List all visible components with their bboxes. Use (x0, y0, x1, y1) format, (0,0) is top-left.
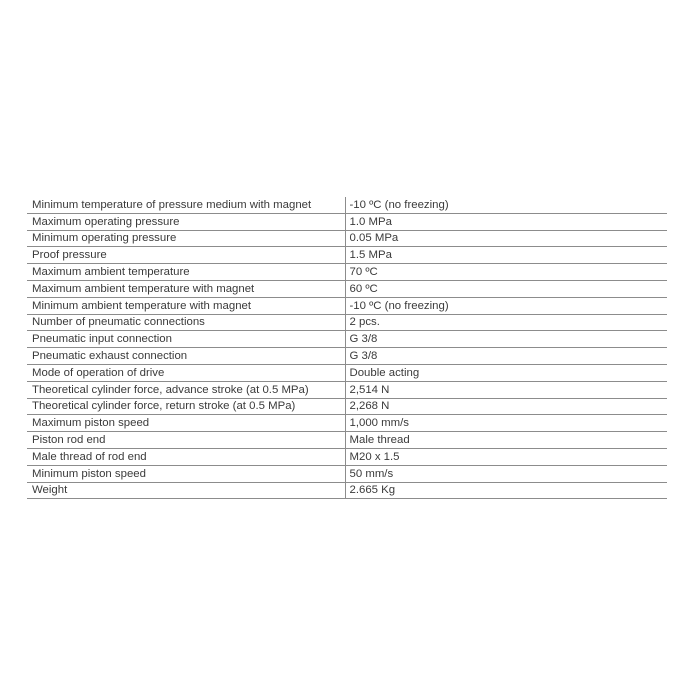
spec-value: 2,268 N (345, 398, 667, 415)
table-row (27, 247, 667, 264)
spec-label: Piston rod end (27, 432, 345, 449)
table-row (27, 264, 667, 281)
spec-value: G 3/8 (345, 348, 667, 365)
table-row (27, 230, 667, 247)
spec-table (27, 197, 667, 499)
spec-table-body (27, 197, 667, 499)
table-row (27, 381, 667, 398)
spec-label: Minimum temperature of pressure medium with magnet (27, 197, 345, 213)
spec-label: Weight (27, 482, 345, 499)
spec-label: Pneumatic input connection (27, 331, 345, 348)
spec-value: 70 ºC (345, 264, 667, 281)
spec-label: Maximum piston speed (27, 415, 345, 432)
spec-value: 0.05 MPa (345, 230, 667, 247)
table-row (27, 197, 667, 213)
table-row (27, 432, 667, 449)
spec-label: Maximum ambient temperature (27, 264, 345, 281)
spec-label: Male thread of rod end (27, 448, 345, 465)
table-row (27, 213, 667, 230)
spec-value: 1.0 MPa (345, 213, 667, 230)
spec-value: 50 mm/s (345, 465, 667, 482)
table-row (27, 448, 667, 465)
spec-label: Maximum operating pressure (27, 213, 345, 230)
table-row (27, 280, 667, 297)
spec-value: 1,000 mm/s (345, 415, 667, 432)
table-row (27, 364, 667, 381)
table-row (27, 482, 667, 499)
spec-value: Male thread (345, 432, 667, 449)
table-row (27, 331, 667, 348)
spec-label: Minimum operating pressure (27, 230, 345, 247)
spec-label: Minimum piston speed (27, 465, 345, 482)
spec-label: Number of pneumatic connections (27, 314, 345, 331)
table-row (27, 465, 667, 482)
spec-value: -10 ºC (no freezing) (345, 197, 667, 213)
spec-label: Maximum ambient temperature with magnet (27, 280, 345, 297)
spec-value: 2 pcs. (345, 314, 667, 331)
spec-value: 1.5 MPa (345, 247, 667, 264)
spec-value: 2.665 Kg (345, 482, 667, 499)
table-row (27, 297, 667, 314)
spec-label: Theoretical cylinder force, return stroke (at 0.5 MPa) (27, 398, 345, 415)
spec-value: -10 ºC (no freezing) (345, 297, 667, 314)
spec-label: Proof pressure (27, 247, 345, 264)
spec-label: Theoretical cylinder force, advance stroke (at 0.5 MPa) (27, 381, 345, 398)
table-row (27, 398, 667, 415)
table-row (27, 314, 667, 331)
table-row (27, 348, 667, 365)
spec-value: M20 x 1.5 (345, 448, 667, 465)
spec-value: 2,514 N (345, 381, 667, 398)
spec-label: Mode of operation of drive (27, 364, 345, 381)
spec-value: 60 ºC (345, 280, 667, 297)
spec-label: Minimum ambient temperature with magnet (27, 297, 345, 314)
spec-value: Double acting (345, 364, 667, 381)
spec-label: Pneumatic exhaust connection (27, 348, 345, 365)
spec-value: G 3/8 (345, 331, 667, 348)
table-row (27, 415, 667, 432)
